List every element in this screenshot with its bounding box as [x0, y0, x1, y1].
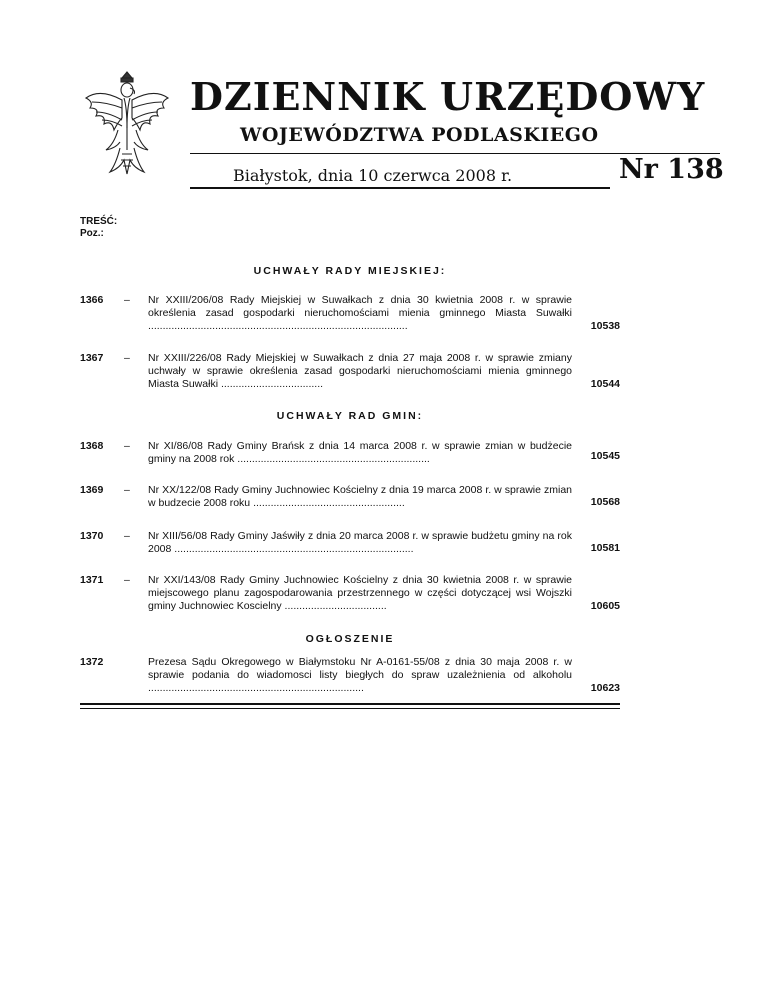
entry-number: 1369 [80, 484, 104, 496]
entry-number: 1371 [80, 574, 104, 586]
section-title-ogloszenie: OGŁOSZENIE [305, 633, 395, 645]
entry-dash: – [124, 440, 130, 452]
closing-rule-thin [80, 708, 620, 709]
table-row [80, 484, 620, 514]
entry-text: Nr XXIII/206/08 Rady Miejskiej w Suwałkach z dnia 30 kwietnia 2008 r. w sprawie określenia zasad gospodarki nieruchomościami mienia gminnego Miasta Suwałki ......................................................................................... [148, 294, 572, 332]
issue-date: Białystok, dnia 10 czerwca 2008 r. [233, 166, 513, 185]
entry-text: Prezesa Sądu Okregowego w Białymstoku Nr A-0161-55/08 z dnia 30 maja 2008 r. w sprawie podania do wiadomosci listy biegłych do spraw uzależnienia od alkoholu .......................................................................... [148, 656, 572, 694]
entry-page: 10544 [590, 378, 620, 390]
section-title-rada-miejska: UCHWAŁY RADY MIEJSKIEJ: [253, 265, 447, 277]
position-label: Poz.: [80, 228, 104, 239]
table-row [80, 294, 620, 338]
entry-text: Nr XXI/143/08 Rady Gminy Juchnowiec Kościelny z dnia 30 kwietnia 2008 r. w sprawie miejscowego planu zagospodarowania przestrzennego w części dotyczącej wsi Wojszki gminy Juchnowiec Koscielny ................................... [148, 574, 572, 612]
table-row [80, 440, 620, 470]
entry-text: Nr XIII/56/08 Rady Gminy Jaświły z dnia 20 marca 2008 r. w sprawie budżetu gminy na rok 2008 .................................................................................. [148, 530, 572, 555]
entry-dash: – [124, 574, 130, 586]
entry-text: Nr XI/86/08 Rady Gminy Brańsk z dnia 14 marca 2008 r. w sprawie zmian w budżecie gminy na 2008 rok .................................................................. [148, 440, 572, 465]
masthead-rule-bottom [190, 187, 610, 189]
masthead-subtitle: WOJEWÓDZTWA PODLASKIEGO [240, 124, 599, 146]
entry-page: 10623 [590, 682, 620, 694]
issue-number: Nr 138 [619, 154, 724, 185]
entry-page: 10538 [590, 320, 620, 332]
entry-number: 1367 [80, 352, 104, 364]
entry-dash: – [124, 530, 130, 542]
section-title-rady-gmin: UCHWAŁY RAD GMIN: [276, 410, 424, 422]
entry-dash: – [124, 352, 130, 364]
contents-heading [80, 216, 117, 240]
entry-dash: – [124, 294, 130, 306]
entry-page: 10568 [590, 496, 620, 508]
entry-number: 1366 [80, 294, 104, 306]
entry-text: Nr XX/122/08 Rady Gminy Juchnowiec Kościelny z dnia 19 marca 2008 r. w sprawie zmian w budzecie 2008 roku .................................................... [148, 484, 572, 509]
table-row [80, 574, 620, 618]
entry-page: 10605 [590, 600, 620, 612]
table-row [80, 656, 620, 700]
table-row [80, 352, 620, 396]
entry-dash: – [124, 484, 130, 496]
entry-page: 10545 [590, 450, 620, 462]
table-row [80, 530, 620, 560]
contents-label: TREŚĆ: [80, 216, 118, 227]
entry-number: 1368 [80, 440, 104, 452]
entry-text: Nr XXIII/226/08 Rady Miejskiej w Suwałkach z dnia 27 maja 2008 r. w sprawie zmiany uchwały w sprawie określenia zasad gospodarki nieruchomościami mienia gminnego Miasta Suwałki ................................... [148, 352, 572, 390]
closing-rule-thick [80, 703, 620, 705]
entry-page: 10581 [590, 542, 620, 554]
masthead-title: DZIENNIK URZĘDOWY [190, 74, 706, 119]
entry-number: 1372 [80, 656, 104, 668]
eagle-emblem-icon [80, 68, 174, 178]
entry-number: 1370 [80, 530, 104, 542]
